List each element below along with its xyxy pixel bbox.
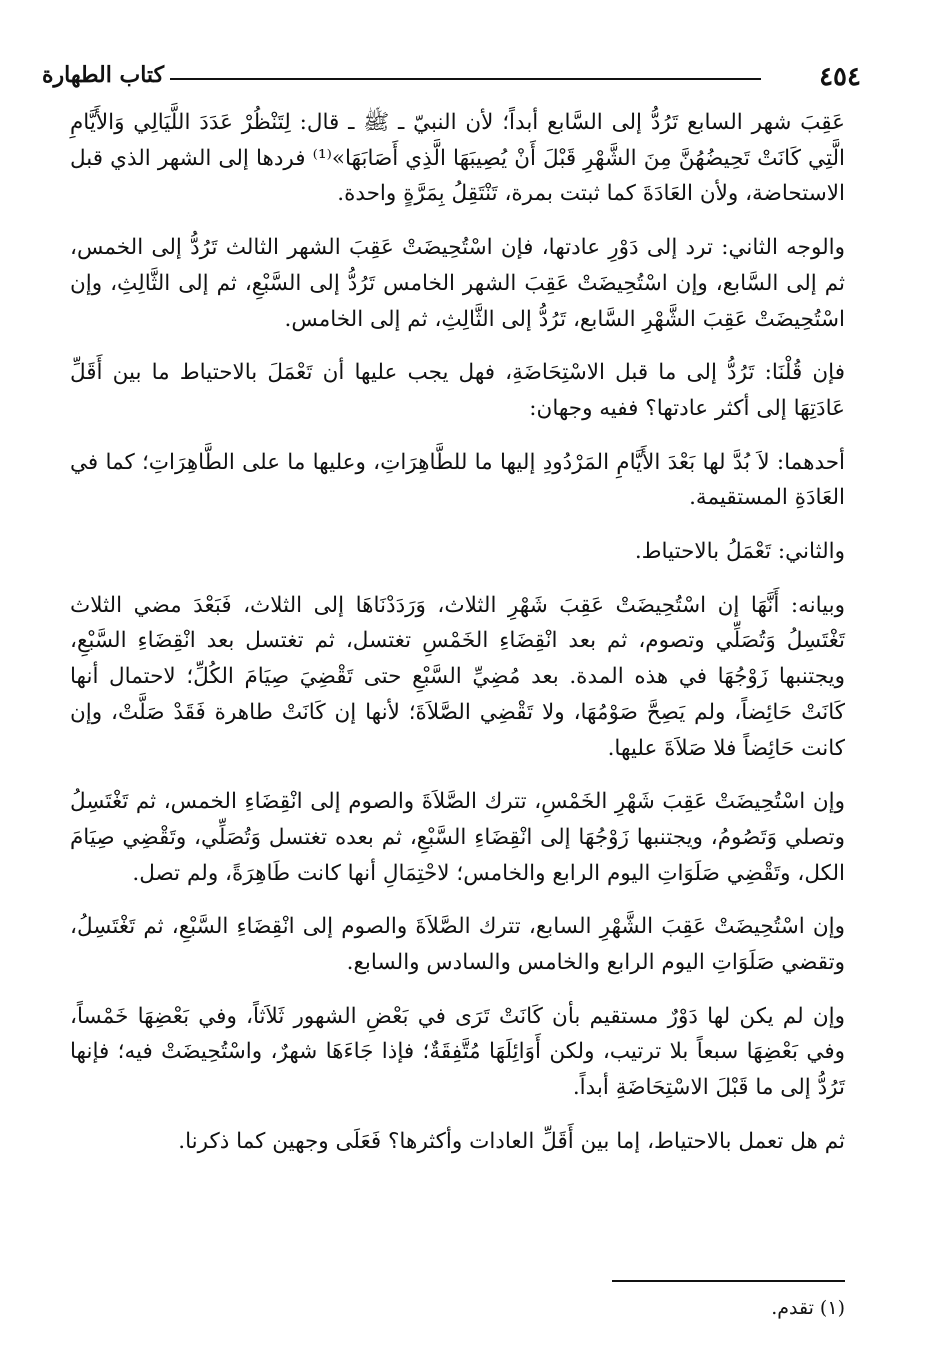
paragraph: وإن اسْتُحِيضَتْ عَقِبَ الشَّهْرِ السابع، تترك الصَّلاَةَ والصوم إلى انْقِضَاءِ السَّبْعِ، ثم تَغْتَسِلُ، وتقضي صَلَوَاتِ اليوم الرابع والخامس والسادس والسابع. xyxy=(70,914,845,976)
header-rule xyxy=(170,78,761,80)
footnote: (١) تقدم. xyxy=(771,1297,845,1319)
page-number: ٤٥٤ xyxy=(819,62,861,92)
paragraph: عَقِبَ شهر السابع تَرُدُّ إلى السَّابع أبداً؛ لأن النبيّ ـ ﷺ ـ قال: لِتَنْظُرْ عَدَدَ اللَّيَالِي وَالأَيَّامِ الَّتِي كَانَتْ تَحِيضُهُنَّ مِنَ الشَّهْرِ قَبْلَ أَنْ يُصِيبَهَا الَّذِي أَصَابَهَا»⁽¹⁾ فردها إلى الشهر الذي قبل الاستحاضة، ولأن العَادَةَ كما ثبتت بمرة، تَنْتَقِلُ بِمَرَّةٍ واحدة. xyxy=(70,110,845,207)
paragraph: والوجه الثاني: ترد إلى دَوْرِ عادتها، فإن اسْتُحِيضَتْ عَقِبَ الشهر الثالث تَرُدُّ إلى الخمس، ثم إلى السَّابع، وإن اسْتُحِيضَتْ عَقِبَ الشهر الخامس تَرُدُّ إلى السَّبْعِ، ثم إلى الثَّالِثِ، وإن اسْتُحِيضَتْ عَقِبَ الشَّهْرِ السَّابع، تَرُدُّ إلى الثَّالِثِ، ثم إلى الخامس. xyxy=(70,235,845,332)
paragraph: وإن لم يكن لها دَوْرٌ مستقيم بأن كَانَتْ تَرَى في بَعْضِ الشهور ثَلاَثاً، وفي بَعْضِهَا خَمْساً، وفي بَعْضِهَا سبعاً بلا ترتيب، ولكن أَوَائِلَهَا مُتَّفِقَةٌ؛ فإذا جَاءَهَا شهرٌ، واسْتُحِيضَتْ فيه؛ فإنها تَرُدُّ إلى ما قَبْلَ الاسْتِحَاضَةِ أبداً. xyxy=(70,1003,845,1101)
paragraph: أحدهما: لاَ بُدَّ لها بَعْدَ الأَيَّامِ المَرْدُودِ إليها ما للطَّاهِرَاتِ، وعليها ما على الطَّاهِرَاتِ؛ كما في العَادَةِ المستقيمة. xyxy=(70,449,845,511)
main-text xyxy=(70,105,845,1178)
paragraph: وإن اسْتُحِيضَتْ عَقِبَ شَهْرِ الخَمْسِ، تترك الصَّلاَةَ والصوم إلى انْقِضَاءِ الخمس، ثم تَغْتَسِلُ وتصلي وَتَصُومُ، ويجتنبها زَوْجُهَا إلى انْقِضَاءِ السَّبْعِ، ثم بعده تغتسل وَتُصَلِّي، وتَقْضِي صِيَامَ الكل، وتَقْضِي صَلَوَاتِ اليوم الرابع والخامس؛ لاحْتِمَالِ أنها كانت طَاهِرَةً، ولم تصل. xyxy=(70,789,845,886)
paragraph: وبيانه: أَنَّهَا إن اسْتُحِيضَتْ عَقِبَ شَهْرِ الثلاث، وَرَدَدْنَاهَا إلى الثلاث، فَبَعْدَ مضي الثلاث تَغْتَسِلُ وَتُصَلِّي وتصوم، ثم بعد انْقِضَاءِ الخَمْسِ تغتسل، ثم تغتسل بعد انْقِضَاءِ السَّبْعِ، ويجتنبها زَوْجُهَا في هذه المدة. بعد مُضِيِّ السَّبْعِ حتى تَقْضِيَ صِيَامَ الكُلِّ؛ لاحتمال أنها كَانَتْ حَائِضاً، ولم يَصِحَّ صَوْمُهَا، ولا تَقْضِي الصَّلاَةَ؛ لأنها إن كَانَتْ طاهرة فَقَدْ صَلَّتْ، وإن كانت حَائِضاً فلا صَلاَةَ عليها. xyxy=(70,592,845,761)
paragraph: والثاني: تَعْمَلُ بالاحتياط. xyxy=(634,539,845,565)
running-title: كتاب الطهارة xyxy=(42,62,165,88)
paragraph: فإن قُلْنَا: تَرُدُّ إلى ما قبل الاسْتِحَاضَةِ، فهل يجب عليها أن تَعْمَلَ بالاحتياط ما بين أَقَلِّ عَادَتِهَا إلى أكثر عادتها؟ ففيه وجهان: xyxy=(70,360,845,421)
paragraph: ثم هل تعمل بالاحتياط، إما بين أَقَلِّ العادات وأكثرها؟ فَعَلَى وجهين كما ذكرنا. xyxy=(178,1128,845,1154)
page-header xyxy=(42,58,861,100)
footnote-rule xyxy=(612,1280,845,1282)
